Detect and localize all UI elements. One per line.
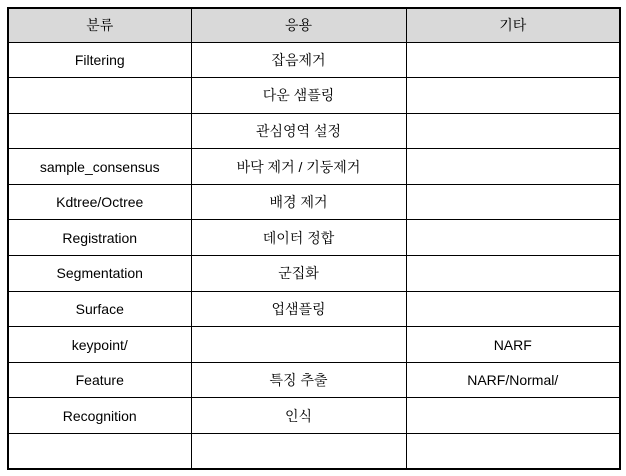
table-cell: 업샘플링 bbox=[191, 291, 406, 327]
table-row bbox=[8, 113, 620, 149]
pcl-modules-table bbox=[7, 7, 621, 470]
table-cell bbox=[406, 291, 620, 327]
table-cell bbox=[406, 398, 620, 434]
table-cell: NARF bbox=[406, 327, 620, 363]
table-cell: Feature bbox=[8, 362, 191, 398]
table-cell bbox=[406, 149, 620, 185]
table-cell: 배경 제거 bbox=[191, 184, 406, 220]
table-cell bbox=[8, 434, 191, 470]
table-cell: Segmentation bbox=[8, 256, 191, 292]
table-cell: Recognition bbox=[8, 398, 191, 434]
table-cell bbox=[191, 327, 406, 363]
table-row bbox=[8, 78, 620, 114]
table-cell bbox=[406, 113, 620, 149]
table-row bbox=[8, 327, 620, 363]
table-cell bbox=[8, 113, 191, 149]
table-cell bbox=[406, 184, 620, 220]
column-header: 응용 bbox=[191, 8, 406, 42]
table-cell bbox=[191, 434, 406, 470]
table-cell: Filtering bbox=[8, 42, 191, 78]
table-cell: 군집화 bbox=[191, 256, 406, 292]
table-cell bbox=[406, 78, 620, 114]
header-row bbox=[8, 8, 620, 42]
table-row bbox=[8, 398, 620, 434]
table-cell bbox=[406, 434, 620, 470]
table-row bbox=[8, 220, 620, 256]
table-row bbox=[8, 362, 620, 398]
table-cell: Surface bbox=[8, 291, 191, 327]
table-row bbox=[8, 434, 620, 470]
table-cell: Kdtree/Octree bbox=[8, 184, 191, 220]
table-body bbox=[8, 42, 620, 469]
table-cell: 특징 추출 bbox=[191, 362, 406, 398]
table-cell: keypoint/ bbox=[8, 327, 191, 363]
table-cell: 관심영역 설정 bbox=[191, 113, 406, 149]
table-row bbox=[8, 42, 620, 78]
table-cell: 데이터 정합 bbox=[191, 220, 406, 256]
table-row bbox=[8, 291, 620, 327]
table-cell: NARF/Normal/ bbox=[406, 362, 620, 398]
table-row bbox=[8, 149, 620, 185]
table-cell bbox=[406, 220, 620, 256]
table-cell: 인식 bbox=[191, 398, 406, 434]
table-cell: Registration bbox=[8, 220, 191, 256]
table-cell: 다운 샘플링 bbox=[191, 78, 406, 114]
table-cell bbox=[406, 42, 620, 78]
column-header: 분류 bbox=[8, 8, 191, 42]
table-row bbox=[8, 184, 620, 220]
table-cell: 바닥 제거 / 기둥제거 bbox=[191, 149, 406, 185]
table-cell: sample_consensus bbox=[8, 149, 191, 185]
table-cell bbox=[8, 78, 191, 114]
table-cell bbox=[406, 256, 620, 292]
table-cell: 잡음제거 bbox=[191, 42, 406, 78]
table-row bbox=[8, 256, 620, 292]
column-header: 기타 bbox=[406, 8, 620, 42]
